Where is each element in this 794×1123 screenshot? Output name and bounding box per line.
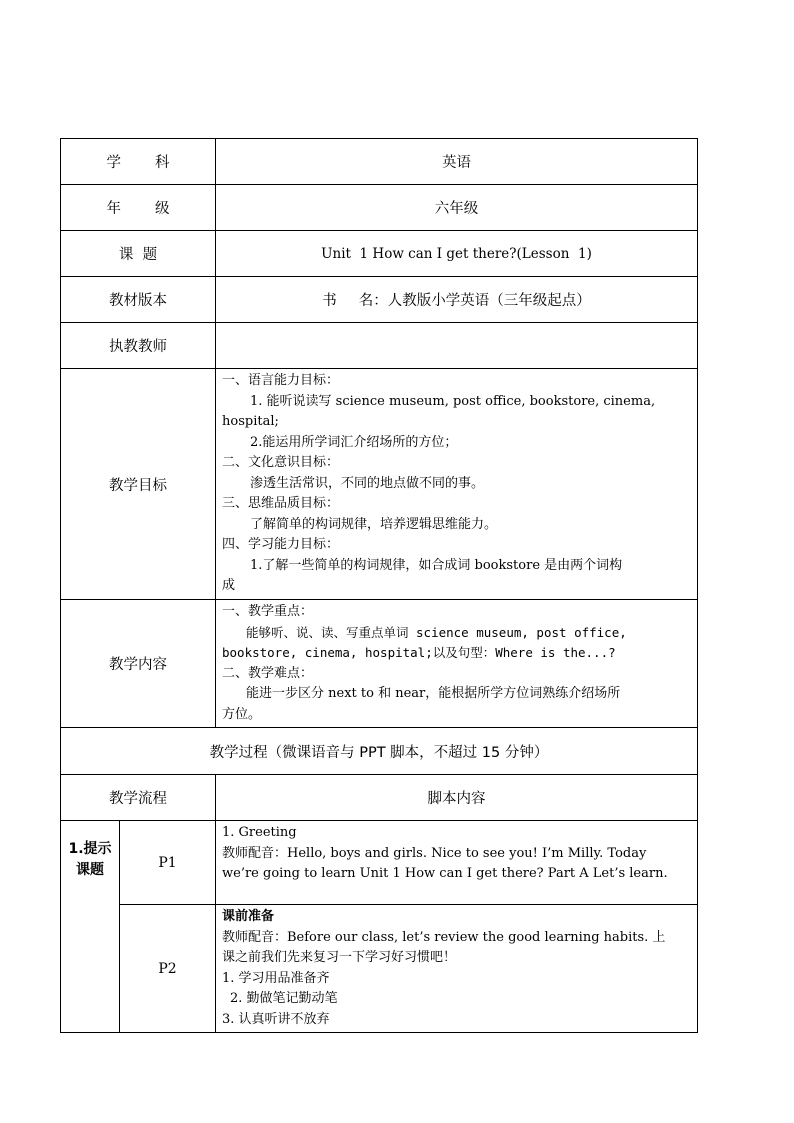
objective-line: 渗透生活常识，不同的地点做不同的事。: [250, 475, 485, 491]
script-heading: 课前准备: [222, 909, 275, 924]
flow-header-right: 脚本内容: [216, 775, 698, 821]
topic-value: Unit 1 How can I get there?(Lesson 1): [216, 231, 698, 277]
objective-line: hospital;: [222, 414, 279, 429]
slide-label-p1: P1: [120, 821, 216, 905]
teacher-label: 执教教师: [61, 323, 216, 369]
script-line: we’re going to learn Unit 1 How can I get there? Part A Let’s learn.: [222, 866, 668, 881]
objective-line: 一、语言能力目标：: [222, 373, 340, 388]
row-slide-p2: [61, 905, 698, 1033]
content-line: 方位。: [222, 706, 262, 722]
textbook-label: 教材版本: [61, 277, 216, 323]
process-title: 教学过程（微课语音与 PPT 脚本，不超过 15 分钟）: [61, 728, 698, 775]
script-line: 3. 认真听讲不放弃: [222, 1011, 330, 1027]
row-teacher: [61, 323, 698, 369]
slide-label-p2: P2: [120, 905, 216, 1033]
objective-line: 了解简单的构词规律，培养逻辑思维能力。: [250, 516, 498, 532]
row-slide-p1: [61, 821, 698, 905]
objective-line: 四、学习能力目标：: [222, 537, 340, 552]
script-line: 2. 勤做笔记勤动笔: [230, 991, 338, 1006]
script-line: 1. 学习用品准备齐: [222, 970, 330, 986]
objective-line: 二、文化意识目标：: [222, 455, 340, 470]
content-body: [216, 600, 698, 728]
slide-script-p2: [216, 905, 698, 1033]
objective-line: 1. 能听说读写 science museum, post office, bookstore, cinema,: [250, 393, 656, 409]
topic-label: 课 题: [61, 231, 216, 277]
subject-value: 英语: [216, 139, 698, 185]
script-line: 课之前我们先来复习一下学习好习惯吧！: [222, 950, 457, 965]
script-line: 教师配音：Hello, boys and girls. Nice to see you! I’m Milly. Today: [222, 845, 647, 861]
content-line: bookstore, cinema, hospital;以及句型：Where is the...?: [222, 645, 616, 660]
stage-label: 1.提示课题: [61, 821, 120, 1033]
row-flow-header: [61, 775, 698, 821]
row-textbook: [61, 277, 698, 323]
row-topic: [61, 231, 698, 277]
row-objectives: [61, 369, 698, 600]
script-line: 教师配音：Before our class, let’s review the good learning habits. 上: [222, 929, 666, 945]
objectives-label: 教学目标: [61, 369, 216, 600]
textbook-value: 书 名：人教版小学英语（三年级起点）: [216, 277, 698, 323]
teacher-value: [216, 323, 698, 369]
subject-label: 学 科: [61, 139, 216, 185]
row-content: [61, 600, 698, 728]
lesson-plan-table: [60, 138, 698, 1033]
content-line: 二、教学难点：: [222, 665, 314, 681]
content-label: 教学内容: [61, 600, 216, 728]
grade-value: 六年级: [216, 185, 698, 231]
script-line: 1. Greeting: [222, 825, 297, 840]
objective-line: 三、思维品质目标：: [222, 496, 340, 511]
grade-label: 年 级: [61, 185, 216, 231]
row-process-title: [61, 728, 698, 775]
content-line: 能进一步区分 next to 和 near，能根据所学方位词熟练介绍场所: [246, 686, 621, 701]
row-subject: [61, 139, 698, 185]
slide-script-p1: [216, 821, 698, 905]
content-line: 一、教学重点：: [222, 604, 314, 619]
objective-line: 2.能运用所学词汇介绍场所的方位；: [250, 434, 458, 450]
objectives-content: [216, 369, 698, 600]
row-grade: [61, 185, 698, 231]
flow-header-left: 教学流程: [61, 775, 216, 821]
objective-line: 成: [222, 578, 236, 593]
objective-line: 1.了解一些简单的构词规律，如合成词 bookstore 是由两个词构: [250, 557, 623, 573]
content-line: 能够听、说、读、写重点单词 science museum, post office,: [246, 624, 627, 640]
